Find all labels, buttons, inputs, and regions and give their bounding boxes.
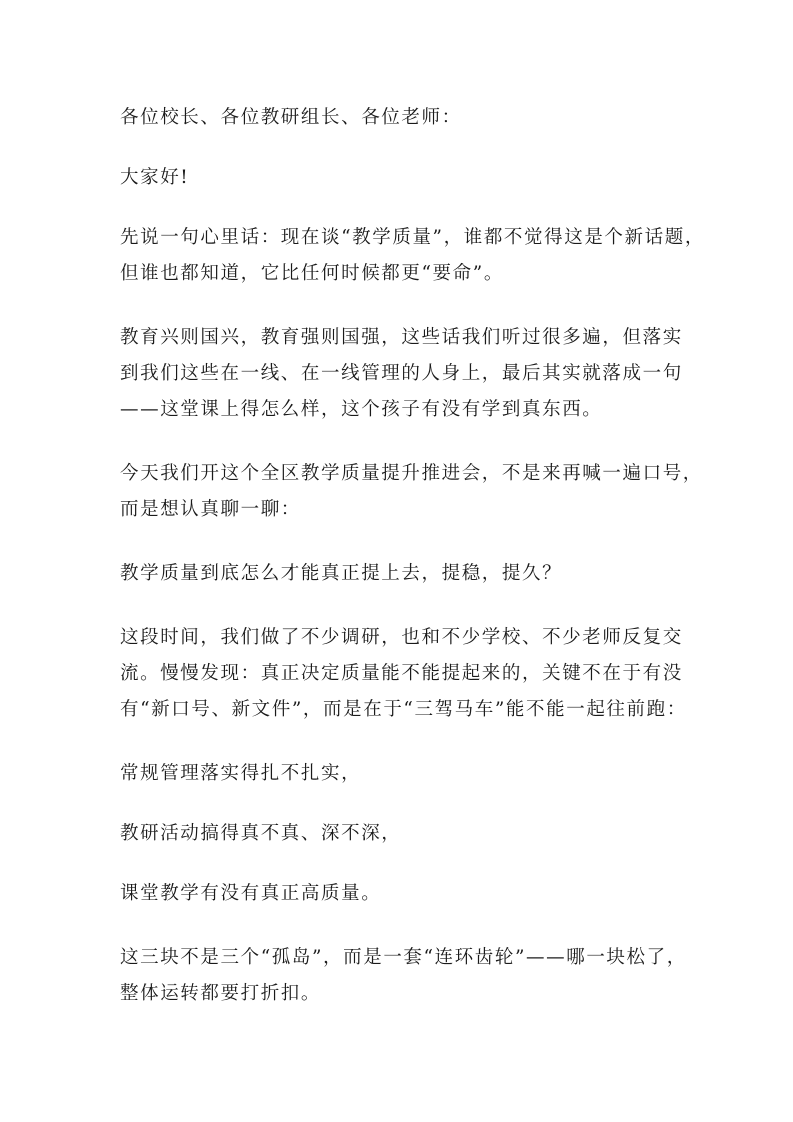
paragraph-6-line-2: 整体运转都要打折扣。 — [120, 983, 322, 1004]
paragraph-2-line-2: 到我们这些在一线、在一线管理的人身上，最后其实就落成一句 — [120, 363, 683, 384]
paragraph-3-line-2: 而是想认真聊一聊： — [120, 499, 301, 520]
list-item-3: 课堂教学有没有真正高质量。 — [120, 883, 382, 904]
paragraph-5-line-3: 有“新口号、新文件”，而是在于“三驾马车”能不能一起往前跑： — [120, 699, 687, 720]
paragraph-5-line-2: 流。慢慢发现：真正决定质量能不能提起来的，关键不在于有没 — [120, 663, 683, 684]
paragraph-2-line-1: 教育兴则国兴，教育强则国强，这些话我们听过很多遍，但落实 — [120, 327, 683, 348]
paragraph-4: 教学质量到底怎么才能真正提上去，提稳，提久？ — [120, 563, 563, 584]
greeting: 大家好! — [120, 167, 190, 188]
paragraph-1-line-1: 先说一句心里话：现在谈“教学质量”，谁都不觉得这是个新话题， — [120, 227, 705, 248]
paragraph-3-line-1: 今天我们开这个全区教学质量提升推进会，不是来再喊一遍口号， — [120, 463, 703, 484]
paragraph-1-line-2: 但谁也都知道，它比任何时候都更“要命”。 — [120, 263, 504, 284]
list-item-2: 教研活动搞得真不真、深不深， — [120, 823, 402, 844]
list-item-1: 常规管理落实得扎不扎实， — [120, 763, 362, 784]
paragraph-5-line-1: 这段时间，我们做了不少调研，也和不少学校、不少老师反复交 — [120, 627, 683, 648]
paragraph-6-line-1: 这三块不是三个“孤岛”，而是一套“连环齿轮”——哪一块松了， — [120, 947, 687, 968]
salutation: 各位校长、各位教研组长、各位老师： — [120, 107, 462, 128]
paragraph-2-line-3: ——这堂课上得怎么样，这个孩子有没有学到真东西。 — [120, 399, 603, 420]
